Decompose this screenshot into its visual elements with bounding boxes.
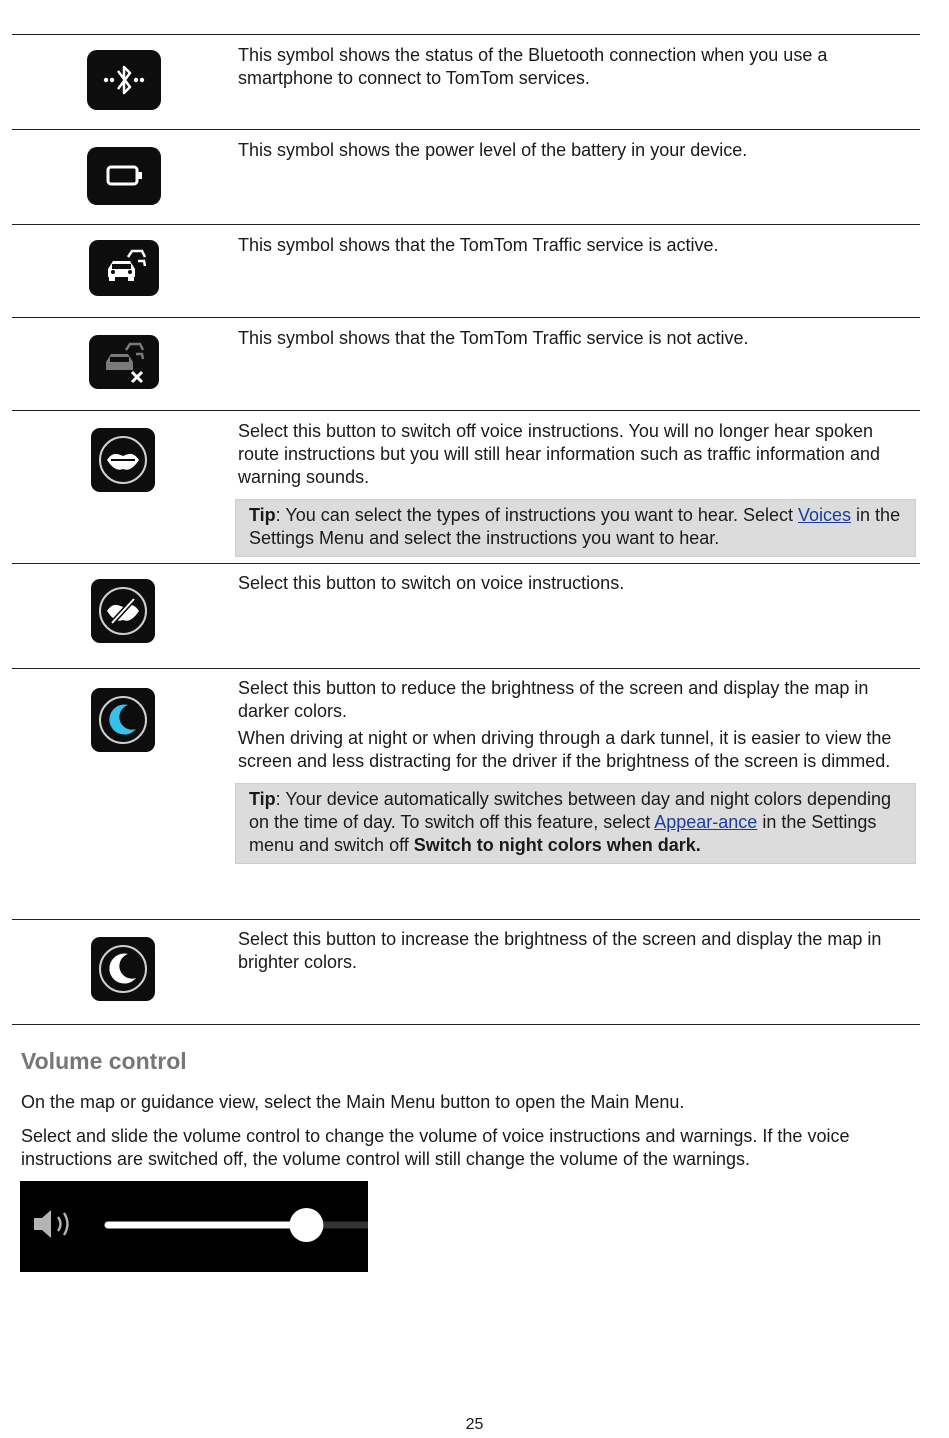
voice-off-icon	[90, 427, 156, 493]
tip-text: in the Settings Menu and select the instructions you want to hear.	[249, 505, 901, 548]
volume-slider[interactable]	[20, 1181, 368, 1272]
tip-box	[235, 499, 916, 557]
tip-label: Tip	[249, 789, 276, 809]
table-row	[12, 130, 920, 225]
tip-text: : You can select the types of instructions you want to hear. Select	[275, 505, 798, 525]
table-row	[12, 318, 920, 411]
table-row	[12, 225, 920, 318]
table-row	[12, 564, 920, 669]
row-description: Select this button to switch off voice instructions. You will no longer hear spoken route instructions but you will still hear information such as traffic information and warning sounds.	[238, 421, 880, 487]
volume-knob[interactable]	[289, 1208, 323, 1242]
tip-label: Tip	[249, 505, 276, 525]
row-description: Select this button to increase the brightness of the screen and display the map in brighter colors.	[238, 929, 882, 972]
traffic-active-icon	[88, 239, 160, 297]
row-description: Select this button to switch on voice instructions.	[238, 573, 625, 593]
table-row	[12, 669, 920, 920]
speaker-icon	[34, 1210, 68, 1238]
appearance-link[interactable]: Appear-ance	[654, 812, 758, 832]
section-paragraph: Select and slide the volume control to change the volume of voice instructions and warnings. If the voice instructions are switched off, the volume control will still change the volume of the warnings.	[21, 1126, 850, 1169]
row-description: Select this button to reduce the brightness of the screen and display the map in darker colors.	[238, 678, 869, 721]
day-mode-icon	[90, 936, 156, 1002]
section-title: Volume control	[21, 1048, 187, 1074]
volume-control	[20, 1181, 368, 1272]
voice-on-icon	[90, 578, 156, 644]
traffic-inactive-icon	[88, 334, 160, 390]
table-row	[12, 35, 920, 130]
setting-name: Switch to night colors when dark.	[413, 835, 701, 855]
table-row	[12, 411, 920, 564]
tip-text: : Your device automatically switches between day and night colors depending on the time of day. To switch off this feature, select	[249, 789, 892, 832]
voices-link[interactable]: Voices	[798, 505, 852, 525]
symbol-table	[12, 34, 920, 1025]
bluetooth-icon	[86, 49, 162, 111]
row-description: This symbol shows that the TomTom Traffic service is active.	[238, 235, 719, 255]
row-description: This symbol shows the status of the Bluetooth connection when you use a smartphone to connect to TomTom services.	[238, 45, 828, 88]
table-row	[12, 920, 920, 1025]
page-number: 25	[465, 1416, 484, 1433]
row-description: When driving at night or when driving through a dark tunnel, it is easier to view the screen and less distracting for the driver if the brightness of the screen is dimmed.	[238, 728, 892, 771]
tip-box	[235, 783, 916, 864]
tip-text: in the Settings menu and switch off	[249, 812, 877, 855]
row-description: This symbol shows the power level of the battery in your device.	[238, 140, 748, 160]
night-mode-icon	[90, 687, 156, 753]
section-paragraph: On the map or guidance view, select the Main Menu button to open the Main Menu.	[21, 1092, 685, 1112]
battery-icon	[86, 146, 162, 206]
row-description: This symbol shows that the TomTom Traffic service is not active.	[238, 328, 749, 348]
